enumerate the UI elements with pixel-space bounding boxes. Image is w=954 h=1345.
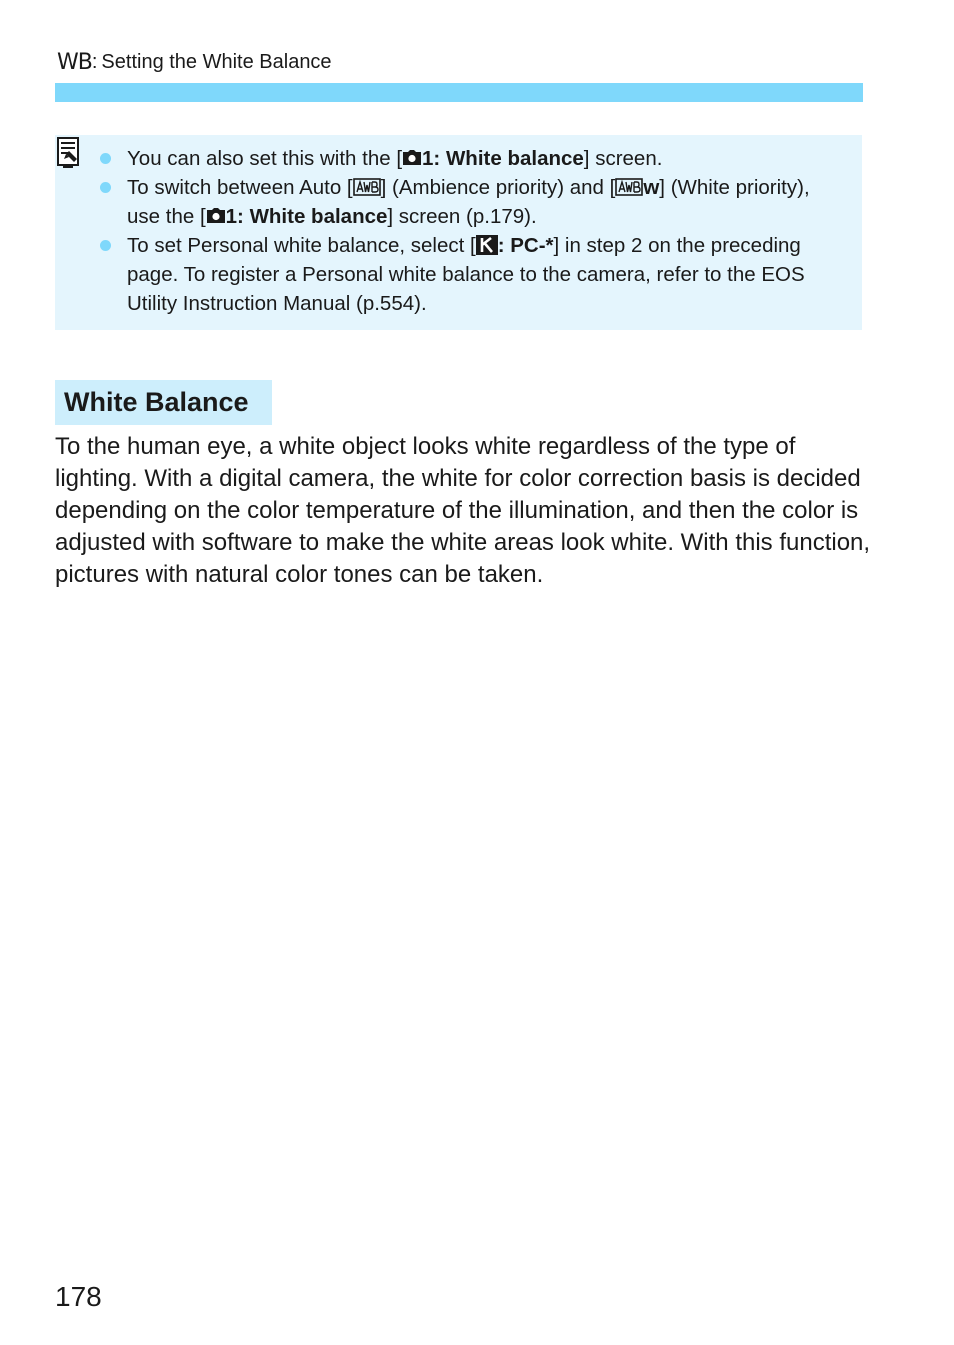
color-temperature-k-icon [476,235,498,255]
memo-note-icon [57,137,79,169]
header-title: Setting the White Balance [101,50,332,73]
bullet-icon [100,182,111,193]
wb-mode-symbol: WB [57,49,92,75]
section-heading [55,380,272,425]
bullet-icon [100,153,111,164]
bullet-icon [100,240,111,251]
shooting-menu-camera-icon [206,208,226,224]
note-box [55,135,862,330]
awb-auto-icon [353,178,381,196]
note-item: You can also set this with the [ 1: White balance] screen. [127,144,827,173]
body-paragraph: To the human eye, a white object looks white regardless of the type of lighting. With a digital camera, the white for color correction basis is decided depending on the color temperature of the illumination, and then the color is adjusted with software to make the white areas look white. With this function, pictures with natural color tones can be taken. [55,433,871,588]
header-accent-bar [55,83,863,102]
header-separator: : [91,50,98,73]
page-number: 178 [55,1281,102,1312]
awb-white-priority-icon [615,178,643,196]
shooting-menu-camera-icon [402,150,422,166]
running-header [57,48,332,76]
section-heading-text: White Balance [64,387,249,417]
note-item: To switch between Auto [ ] (Ambience priority) and [ w] (White priority), use the [ 1: White balance] screen (p.179). [127,173,827,231]
note-list [127,144,827,318]
note-item: To set Personal white balance, select [ : PC-*] in step 2 on the preceding page. To register a Personal white balance to the camera, refer to the EOS Utility Instruction Manual (p.554). [127,231,827,318]
